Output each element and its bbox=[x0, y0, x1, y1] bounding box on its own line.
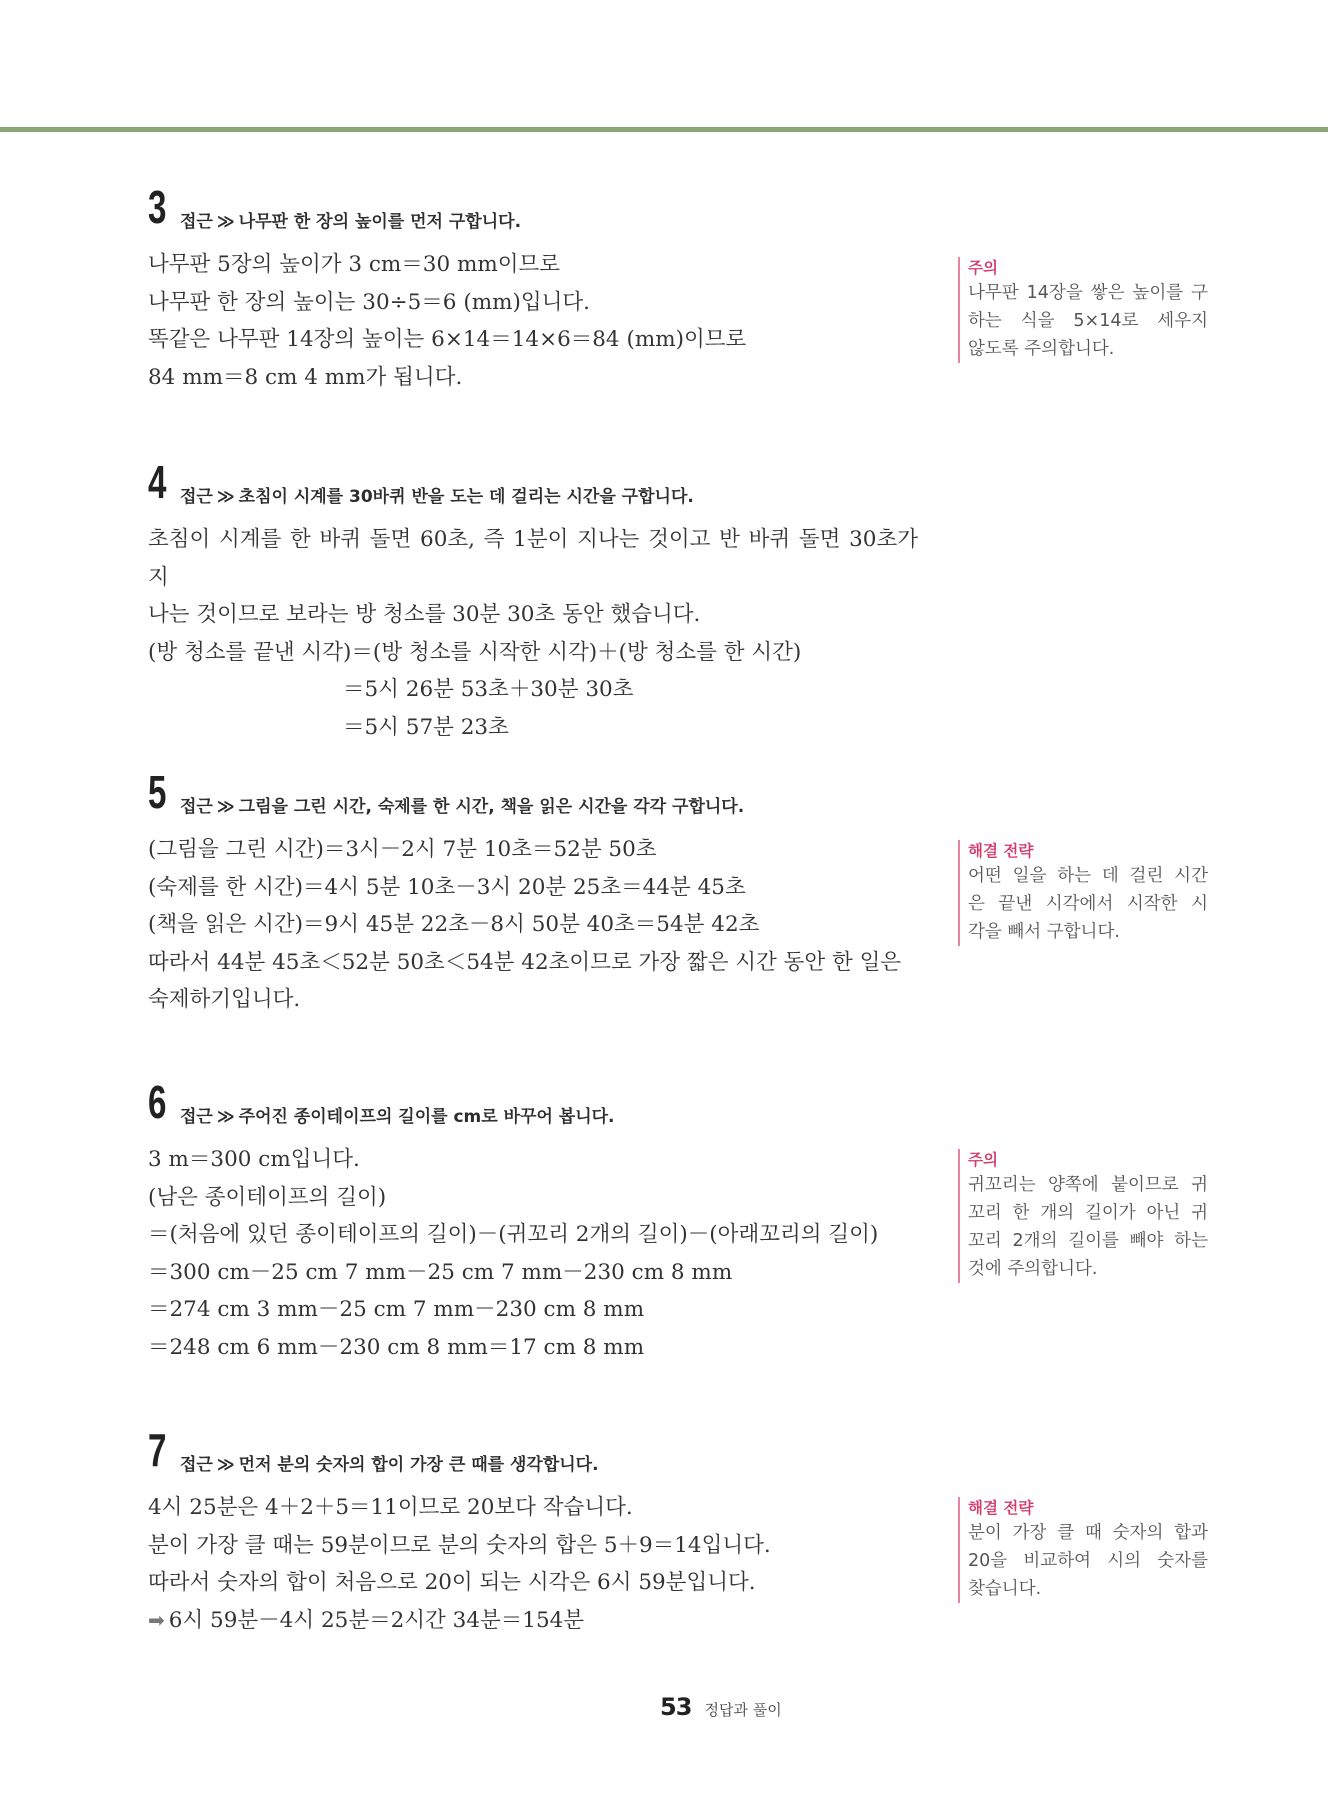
solution-line: ＝274 cm 3 mm－25 cm 7 mm－230 cm 8 mm bbox=[148, 1297, 645, 1322]
approach-label: 접근 bbox=[180, 212, 213, 232]
solution-line: 나무판 한 장의 높이는 30÷5＝6 (mm)입니다. bbox=[148, 289, 591, 315]
problem-number: 7 bbox=[148, 1424, 167, 1476]
solution-body bbox=[148, 1141, 918, 1366]
note-line: 어떤 일을 하는 데 걸린 시간 bbox=[968, 866, 1208, 886]
note-title: 해결 전략 bbox=[968, 842, 1034, 860]
solution-line: (책을 읽은 시간)＝9시 45분 22초－8시 50분 40초＝54분 42초 bbox=[148, 912, 760, 937]
note-line: 않도록 주의합니다. bbox=[968, 339, 1115, 359]
caution-note-3 bbox=[958, 257, 1208, 363]
note-line: 각을 빼서 구합니다. bbox=[968, 922, 1120, 942]
approach-heading bbox=[180, 1102, 615, 1127]
solution-line: 4시 25분은 4＋2＋5＝11이므로 20보다 작습니다. bbox=[148, 1495, 633, 1520]
approach-chevron-icon: ≫ bbox=[216, 487, 235, 507]
final-answer: 6시 59분－4시 25분＝2시간 34분＝154분 bbox=[168, 1607, 585, 1633]
solution-body bbox=[148, 521, 918, 746]
page-number: 53 bbox=[660, 1693, 692, 1721]
note-line: 꼬리 한 개의 길이가 아닌 귀 bbox=[968, 1203, 1208, 1223]
solution-line: 84 mm＝8 cm 4 mm가 됩니다. bbox=[148, 364, 463, 390]
problem-header bbox=[148, 765, 918, 821]
approach-label: 접근 bbox=[180, 1107, 213, 1127]
problem-4 bbox=[148, 455, 918, 746]
problem-7 bbox=[148, 1423, 918, 1639]
caution-note-6 bbox=[958, 1149, 1208, 1283]
solution-line: 3 m＝300 cm입니다. bbox=[148, 1147, 360, 1172]
approach-chevron-icon: ≫ bbox=[216, 212, 235, 232]
note-line: 하는 식을 5×14로 세우지 bbox=[968, 311, 1208, 331]
approach-text: 초침이 시계를 30바퀴 반을 도는 데 걸리는 시간을 구합니다. bbox=[238, 487, 694, 507]
problem-header bbox=[148, 455, 918, 511]
problem-5 bbox=[148, 765, 918, 1019]
solution-line: ＝300 cm－25 cm 7 mm－25 cm 7 mm－230 cm 8 mm bbox=[148, 1259, 733, 1285]
approach-label: 접근 bbox=[180, 1455, 213, 1475]
problem-header bbox=[148, 1423, 918, 1479]
solution-line: 나무판 5장의 높이가 3 cm＝30 mm이므로 bbox=[148, 252, 561, 277]
problem-6 bbox=[148, 1075, 918, 1366]
note-title: 주의 bbox=[968, 1151, 998, 1169]
approach-label: 접근 bbox=[180, 797, 213, 817]
problem-header bbox=[148, 1075, 918, 1131]
note-line: 찾습니다. bbox=[968, 1579, 1042, 1599]
page-label: 정답과 풀이 bbox=[704, 1701, 782, 1719]
note-line: 꼬리 2개의 길이를 빼야 하는 bbox=[968, 1231, 1208, 1251]
approach-chevron-icon: ≫ bbox=[216, 1455, 235, 1475]
note-line: 나무판 14장을 쌓은 높이를 구 bbox=[968, 283, 1208, 303]
solution-line: 따라서 44분 45초＜52분 50초＜54분 42초이므로 가장 짧은 시간 동안 한 일은 bbox=[148, 949, 902, 975]
solution-line: (그림을 그린 시간)＝3시－2시 7분 10초＝52분 50초 bbox=[148, 837, 657, 862]
top-rule bbox=[0, 127, 1328, 132]
solution-line: ＝(처음에 있던 종이테이프의 길이)－(귀꼬리 2개의 길이)－(아래꼬리의 길이) bbox=[148, 1222, 879, 1247]
approach-text: 먼저 분의 숫자의 합이 가장 큰 때를 생각합니다. bbox=[238, 1455, 599, 1475]
approach-heading bbox=[180, 792, 744, 817]
approach-text: 주어진 종이테이프의 길이를 cm로 바꾸어 봅니다. bbox=[238, 1107, 615, 1127]
note-line: 20을 비교하여 시의 숫자를 bbox=[968, 1551, 1208, 1571]
solution-line: ＝5시 57분 23초 bbox=[343, 714, 509, 740]
problem-number: 4 bbox=[148, 456, 167, 508]
solution-body bbox=[148, 1489, 918, 1639]
note-title: 주의 bbox=[968, 259, 998, 277]
solution-body bbox=[148, 246, 918, 396]
problem-number: 6 bbox=[148, 1076, 167, 1128]
page-footer bbox=[660, 1693, 782, 1721]
approach-text: 그림을 그린 시간, 숙제를 한 시간, 책을 읽은 시간을 각각 구합니다. bbox=[238, 797, 745, 817]
right-arrow-icon: ➡ bbox=[148, 1607, 165, 1632]
solution-line: ＝5시 26분 53초＋30분 30초 bbox=[343, 677, 634, 702]
approach-chevron-icon: ≫ bbox=[216, 1107, 235, 1127]
solution-line: 따라서 숫자의 합이 처음으로 20이 되는 시각은 6시 59분입니다. bbox=[148, 1570, 756, 1595]
strategy-note-7 bbox=[958, 1497, 1208, 1603]
solution-line: (방 청소를 끝낸 시각)＝(방 청소를 시작한 시각)＋(방 청소를 한 시간) bbox=[148, 639, 802, 665]
problem-3 bbox=[148, 180, 918, 396]
problem-number: 5 bbox=[148, 766, 167, 818]
approach-heading bbox=[180, 1450, 599, 1475]
note-line: 귀꼬리는 양쪽에 붙이므로 귀 bbox=[968, 1175, 1208, 1195]
solution-line: (남은 종이테이프의 길이) bbox=[148, 1184, 387, 1210]
solution-line: 똑같은 나무판 14장의 높이는 6×14＝14×6＝84 (mm)이므로 bbox=[148, 327, 747, 352]
approach-text: 나무판 한 장의 높이를 먼저 구합니다. bbox=[238, 212, 522, 232]
solution-line: (숙제를 한 시간)＝4시 5분 10초－3시 20분 25초＝44분 45초 bbox=[148, 874, 746, 900]
approach-heading bbox=[180, 482, 694, 507]
solution-line: 나는 것이므로 보라는 방 청소를 30분 30초 동안 했습니다. bbox=[148, 602, 701, 627]
solution-line: ＝248 cm 6 mm－230 cm 8 mm＝17 cm 8 mm bbox=[148, 1334, 645, 1360]
strategy-note-5 bbox=[958, 840, 1208, 946]
solution-body bbox=[148, 831, 918, 1019]
note-line: 은 끝낸 시각에서 시작한 시 bbox=[968, 894, 1208, 914]
note-line: 분이 가장 클 때 숫자의 합과 bbox=[968, 1523, 1208, 1543]
note-title: 해결 전략 bbox=[968, 1499, 1034, 1517]
approach-heading bbox=[180, 207, 521, 232]
solution-line: 분이 가장 클 때는 59분이므로 분의 숫자의 합은 5＋9＝14입니다. bbox=[148, 1532, 771, 1558]
solution-line: 초침이 시계를 한 바퀴 돌면 60초, 즉 1분이 지나는 것이고 반 바퀴 돌면 30초가 지 bbox=[148, 527, 918, 590]
problem-number: 3 bbox=[148, 181, 167, 233]
approach-label: 접근 bbox=[180, 487, 213, 507]
approach-chevron-icon: ≫ bbox=[216, 797, 235, 817]
solution-line: 숙제하기입니다. bbox=[148, 987, 301, 1012]
problem-header bbox=[148, 180, 918, 236]
final-answer-line bbox=[148, 1602, 918, 1640]
note-line: 것에 주의합니다. bbox=[968, 1259, 1098, 1279]
